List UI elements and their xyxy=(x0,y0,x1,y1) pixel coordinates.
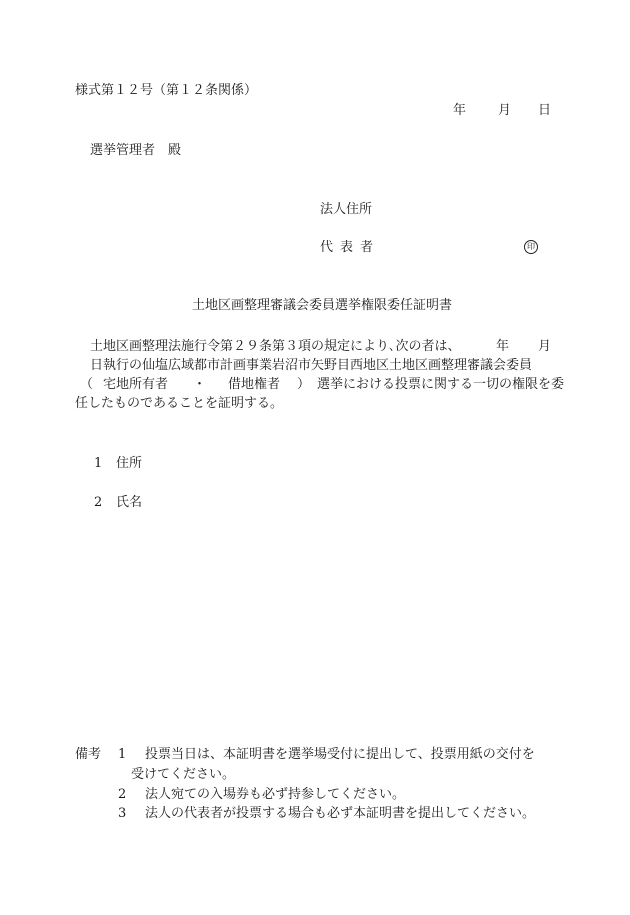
item-number: 2 xyxy=(94,495,103,510)
item-number: 1 xyxy=(94,456,103,471)
note-1-line-1: 投票当日は、本証明書を選挙場受付に提出して、投票用紙の交付を xyxy=(145,747,535,762)
note-3-text: 法人の代表者が投票する場合も必ず本証明書を提出してください。 xyxy=(145,806,536,821)
date-day-label: 日 xyxy=(538,103,552,118)
body-year-label: 年 xyxy=(496,339,510,354)
note-2-text: 法人宛ての入場券も必ず持参してください。 xyxy=(145,787,406,802)
body-month-label: 月 xyxy=(538,339,552,354)
note-number: 2 xyxy=(118,787,127,802)
option-separator: ・ xyxy=(193,377,207,392)
body-line-1-text: 土地区画整理法施行令第２９条第３項の規定により､次の者は、 xyxy=(90,339,461,354)
seal-mark-icon: 印 xyxy=(524,240,538,254)
option-lessee: 借地権者 xyxy=(228,377,281,392)
body-line-2-text: 日執行の仙塩広域都市計画事業岩沼市矢野目西地区土地区画整理審議会委員 xyxy=(90,358,533,373)
item-label: 氏名 xyxy=(116,495,143,510)
note-number: 3 xyxy=(118,806,127,821)
item-label: 住所 xyxy=(116,456,143,471)
date-month-label: 月 xyxy=(498,103,512,118)
note-number: 1 xyxy=(118,747,127,762)
body-line-4-text: 任したものであることを証明する。 xyxy=(75,396,284,411)
option-land-owner: 宅地所有者 xyxy=(103,377,169,392)
corporation-address-label: 法人住所 xyxy=(320,202,373,217)
form-number: 様式第１２号（第１２条関係） xyxy=(75,83,258,98)
date-year-label: 年 xyxy=(453,103,467,118)
representative-label: 代表者 xyxy=(320,240,381,255)
body-line-3-text: 選挙における投票に関する一切の権限を委 xyxy=(317,377,565,392)
note-1-line-2: 受けてください。 xyxy=(131,767,236,782)
addressee: 選挙管理者 殿 xyxy=(90,143,182,158)
notes-heading: 備考 xyxy=(75,747,102,762)
paren-open: （ xyxy=(80,377,94,392)
paren-close: ） xyxy=(297,377,311,392)
document-title: 土地区画整理審議会委員選挙権限委任証明書 xyxy=(192,298,453,313)
